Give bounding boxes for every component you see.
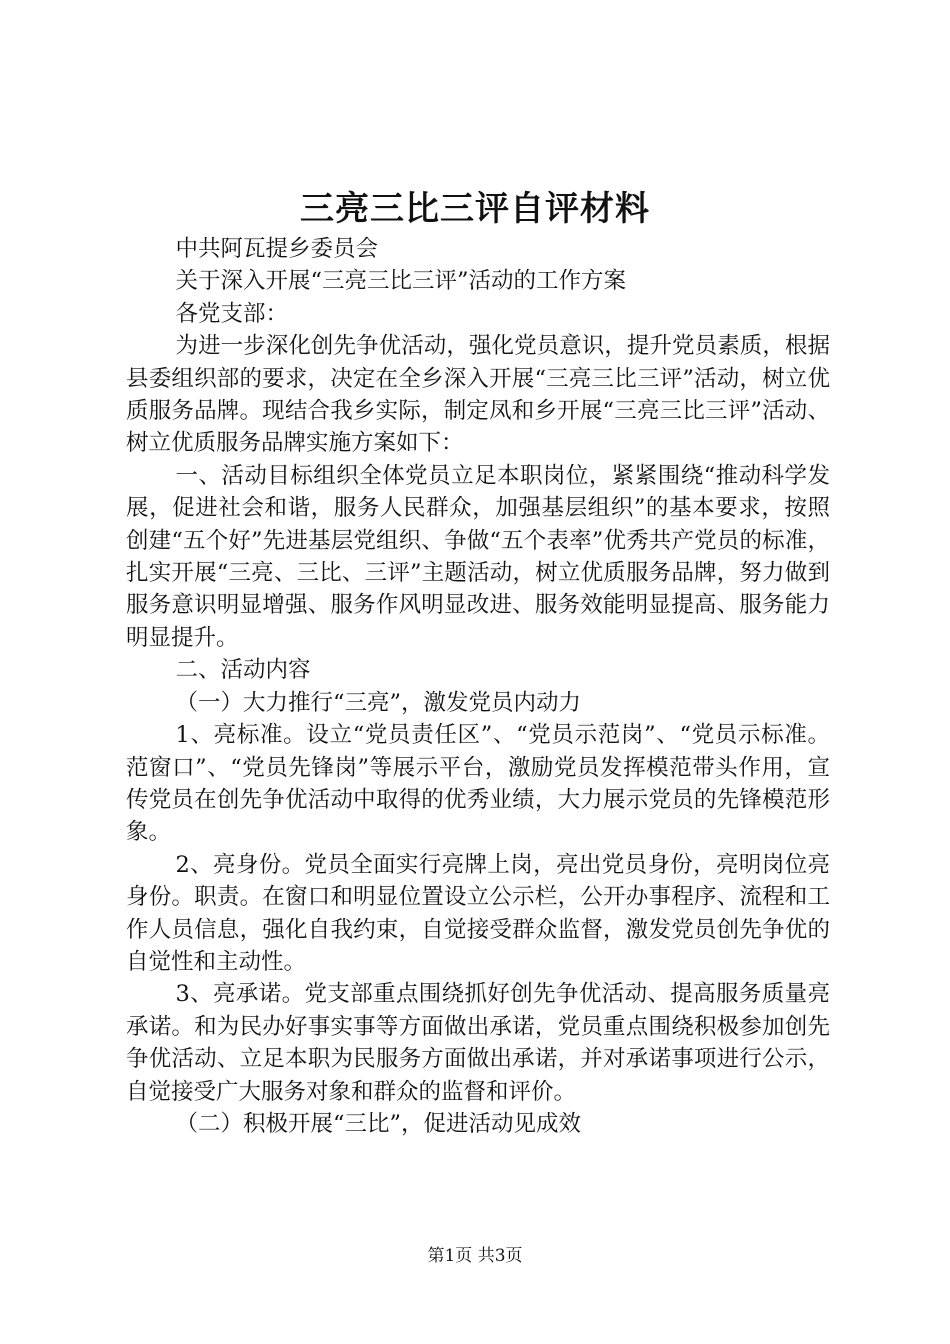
paragraph-item-1: 1、亮标准。设立“党员责任区”、“党员示范岗”、“党员示标准。范窗口”、“党员先锋岗”等展示平台，激励党员发挥模范带头作用，宣传党员在创先争优活动中取得的优秀业绩，大力展示党员的先锋模范形象。 — [126, 722, 830, 846]
document-body — [126, 233, 830, 1140]
paragraph-section-1: 一、活动目标组织全体党员立足本职岗位，紧紧围绕“推动科学发展，促进社会和谐，服务人民群众，加强基层组织”的基本要求，按照创建“五个好”先进基层党组织、争做“五个表率”优秀共产党员的标准，扎实开展“三亮、三比、三评”主题活动，树立优质服务品牌，努力做到服务意识明显增强、服务作风明显改进、服务效能明显提高、服务能力明显提升。 — [126, 462, 830, 651]
paragraph-intro: 为进一步深化创先争优活动，强化党员意识，提升党员素质，根据县委组织部的要求，决定在全乡深入开展“三亮三比三评”活动，树立优质服务品牌。现结合我乡实际，制定凤和乡开展“三亮三比三评”活动、树立优质服务品牌实施方案如下： — [126, 333, 830, 457]
paragraph-section-2-heading: 二、活动内容 — [175, 657, 311, 684]
paragraph-issuer: 中共阿瓦提乡委员会 — [175, 236, 379, 262]
paragraph-subject: 关于深入开展“三亮三比三评”活动的工作方案 — [175, 268, 627, 295]
paragraph-subsection-1-heading: （一）大力推行“三亮”，激发党员内动力 — [175, 689, 582, 716]
document-title: 三亮三比三评自评材料 — [300, 189, 650, 229]
paragraph-salutation: 各党支部： — [175, 300, 289, 327]
page-footer: 第1页 共3页 — [427, 1246, 523, 1266]
paragraph-subsection-2-heading: （二）积极开展“三比”，促进活动见成效 — [175, 1110, 582, 1137]
paragraph-item-3: 3、亮承诺。党支部重点围绕抓好创先争优活动、提高服务质量亮承诺。和为民办好事实事等方面做出承诺，党员重点围绕积极参加创先争优活动、立足本职为民服务方面做出承诺，并对承诺事项进行公示，自觉接受广大服务对象和群众的监督和评价。 — [126, 981, 830, 1105]
paragraph-item-2: 2、亮身份。党员全面实行亮牌上岗，亮出党员身份，亮明岗位亮身份。职责。在窗口和明显位置设立公示栏，公开办事程序、流程和工作人员信息，强化自我约束，自觉接受群众监督，激发党员创先争优的自觉性和主动性。 — [126, 851, 830, 975]
